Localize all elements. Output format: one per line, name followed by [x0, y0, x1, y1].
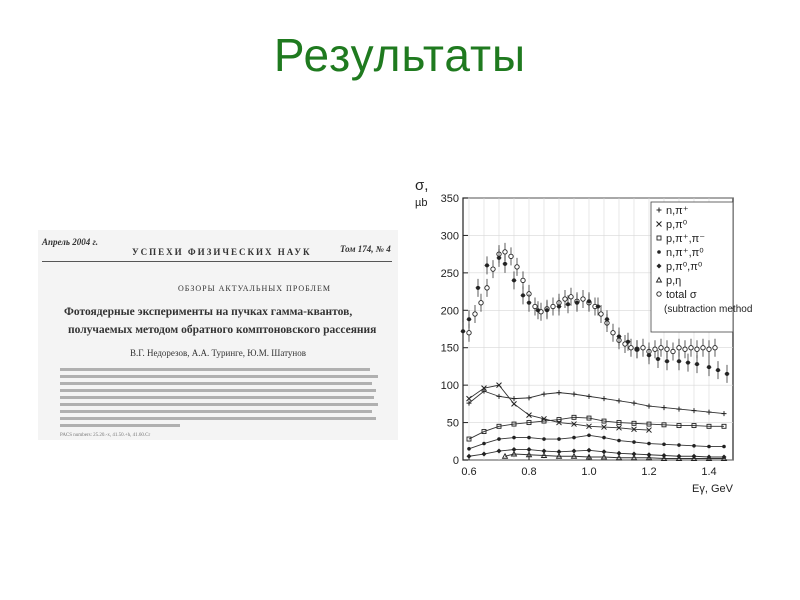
data-point [566, 302, 570, 306]
data-point [581, 297, 585, 301]
abstract-text-line [60, 403, 378, 406]
data-point [485, 263, 489, 267]
data-point [545, 308, 549, 312]
data-point [665, 359, 669, 363]
slide-title: Результаты [273, 29, 527, 81]
data-point [536, 308, 540, 312]
data-point [707, 445, 711, 449]
x-tick-label: 0.6 [461, 466, 477, 478]
data-point [497, 256, 501, 260]
data-point [497, 437, 501, 441]
data-point [587, 299, 591, 303]
data-point [572, 436, 576, 440]
abstract-text-line [60, 410, 372, 413]
data-point [569, 295, 573, 299]
y-tick-label: 200 [440, 305, 459, 318]
x-tick-label: 1.2 [641, 466, 657, 478]
data-point [689, 346, 693, 350]
data-point [647, 353, 651, 357]
journal-volume: Том 174, № 4 [340, 244, 391, 254]
data-point [626, 340, 630, 344]
data-point [677, 359, 681, 363]
data-point [647, 442, 651, 446]
abstract-text-line [60, 375, 378, 378]
x-axis-label: Eγ, GeV [692, 483, 733, 495]
y-axis-label: σ, [415, 177, 429, 194]
legend-label: n,π⁺ [666, 205, 689, 217]
data-point [509, 254, 513, 258]
y-tick-label: 100 [440, 380, 459, 393]
data-point [635, 347, 639, 351]
data-point [707, 365, 711, 369]
data-point [473, 312, 477, 316]
data-point [533, 304, 537, 308]
data-point [596, 305, 600, 309]
y-tick-label: 300 [440, 230, 459, 243]
data-point [557, 305, 561, 309]
abstract-text-line [60, 382, 372, 385]
data-point [551, 304, 555, 308]
article-title-line-1: Фотоядерные эксперименты на пучках гамма-квантов, [64, 306, 353, 318]
data-point [662, 442, 666, 446]
legend-label-note: (subtraction method [664, 304, 753, 315]
data-point [491, 267, 495, 271]
chart-canvas [405, 170, 755, 510]
data-point [479, 301, 483, 305]
data-point [683, 347, 687, 351]
data-point [692, 444, 696, 448]
data-point [575, 301, 579, 305]
y-tick-label: 0 [452, 455, 459, 467]
journal-date: Апрель 2004 г. [42, 237, 98, 247]
data-point [542, 437, 546, 441]
data-point [512, 436, 516, 440]
data-point [629, 346, 633, 350]
legend-label: p,π⁰ [666, 219, 688, 231]
data-point [557, 437, 561, 441]
abstract-text-line [60, 368, 370, 371]
data-point [521, 293, 525, 297]
data-point [695, 347, 699, 351]
legend-label: p,π⁰,π⁰ [666, 261, 703, 273]
data-point [602, 436, 606, 440]
data-point [485, 286, 489, 290]
legend-marker [657, 292, 661, 296]
journal-name: УСПЕХИ ФИЗИЧЕСКИХ НАУК [132, 247, 312, 257]
data-point [716, 368, 720, 372]
y-tick-label: 250 [440, 267, 459, 280]
data-point [665, 347, 669, 351]
data-point [707, 347, 711, 351]
y-axis-unit: µb [415, 197, 428, 209]
data-point [611, 331, 615, 335]
data-point [713, 346, 717, 350]
data-point [467, 447, 471, 451]
data-point [701, 346, 705, 350]
legend-label: total σ [666, 289, 697, 301]
data-point [677, 346, 681, 350]
data-point [677, 443, 681, 447]
data-point [653, 347, 657, 351]
data-point [656, 357, 660, 361]
data-point [617, 439, 621, 443]
pacs-numbers: PACS numbers: 25.20.-x, 41.50.+h, 41.60.Cr [60, 433, 151, 438]
data-point [482, 442, 486, 446]
data-point [722, 445, 726, 449]
data-point [686, 361, 690, 365]
data-point [617, 334, 621, 338]
abstract-text-line [60, 396, 374, 399]
data-point [527, 436, 531, 440]
article-section: ОБЗОРЫ АКТУАЛЬНЫХ ПРОБЛЕМ [178, 284, 331, 293]
x-tick-label: 0.8 [521, 466, 537, 478]
data-point [632, 440, 636, 444]
data-point [467, 331, 471, 335]
article-scan-image [38, 230, 398, 440]
data-point [521, 278, 525, 282]
data-point [476, 286, 480, 290]
data-point [641, 346, 645, 350]
y-tick-label: 50 [446, 417, 459, 430]
y-tick-label: 350 [440, 193, 459, 205]
x-tick-label: 1.0 [581, 466, 597, 478]
data-point [467, 317, 471, 321]
data-point [587, 433, 591, 437]
data-point [605, 317, 609, 321]
data-point [512, 278, 516, 282]
article-authors: В.Г. Недорезов, А.А. Туринге, Ю.М. Шатунов [130, 348, 306, 358]
data-point [695, 362, 699, 366]
cross-section-chart [405, 170, 755, 510]
data-point [503, 250, 507, 254]
abstract-text-line [60, 424, 180, 427]
data-point [515, 265, 519, 269]
legend-label: n,π⁺,π⁰ [666, 247, 704, 259]
header-divider [42, 261, 392, 262]
data-point [671, 349, 675, 353]
data-point [527, 301, 531, 305]
data-point [659, 346, 663, 350]
legend-marker [657, 250, 661, 254]
abstract-text-line [60, 417, 376, 420]
data-point [563, 297, 567, 301]
legend-label: p,π⁺,π⁻ [666, 233, 706, 245]
data-point [725, 372, 729, 376]
abstract-text-line [60, 389, 376, 392]
data-point [599, 312, 603, 316]
data-point [461, 329, 465, 333]
data-point [503, 262, 507, 266]
article-title-line-2: получаемых методом обратного комптоновского рассеяния [68, 324, 377, 336]
x-tick-label: 1.4 [701, 466, 717, 478]
legend-label: p,η [666, 275, 682, 287]
y-tick-label: 150 [440, 342, 459, 355]
